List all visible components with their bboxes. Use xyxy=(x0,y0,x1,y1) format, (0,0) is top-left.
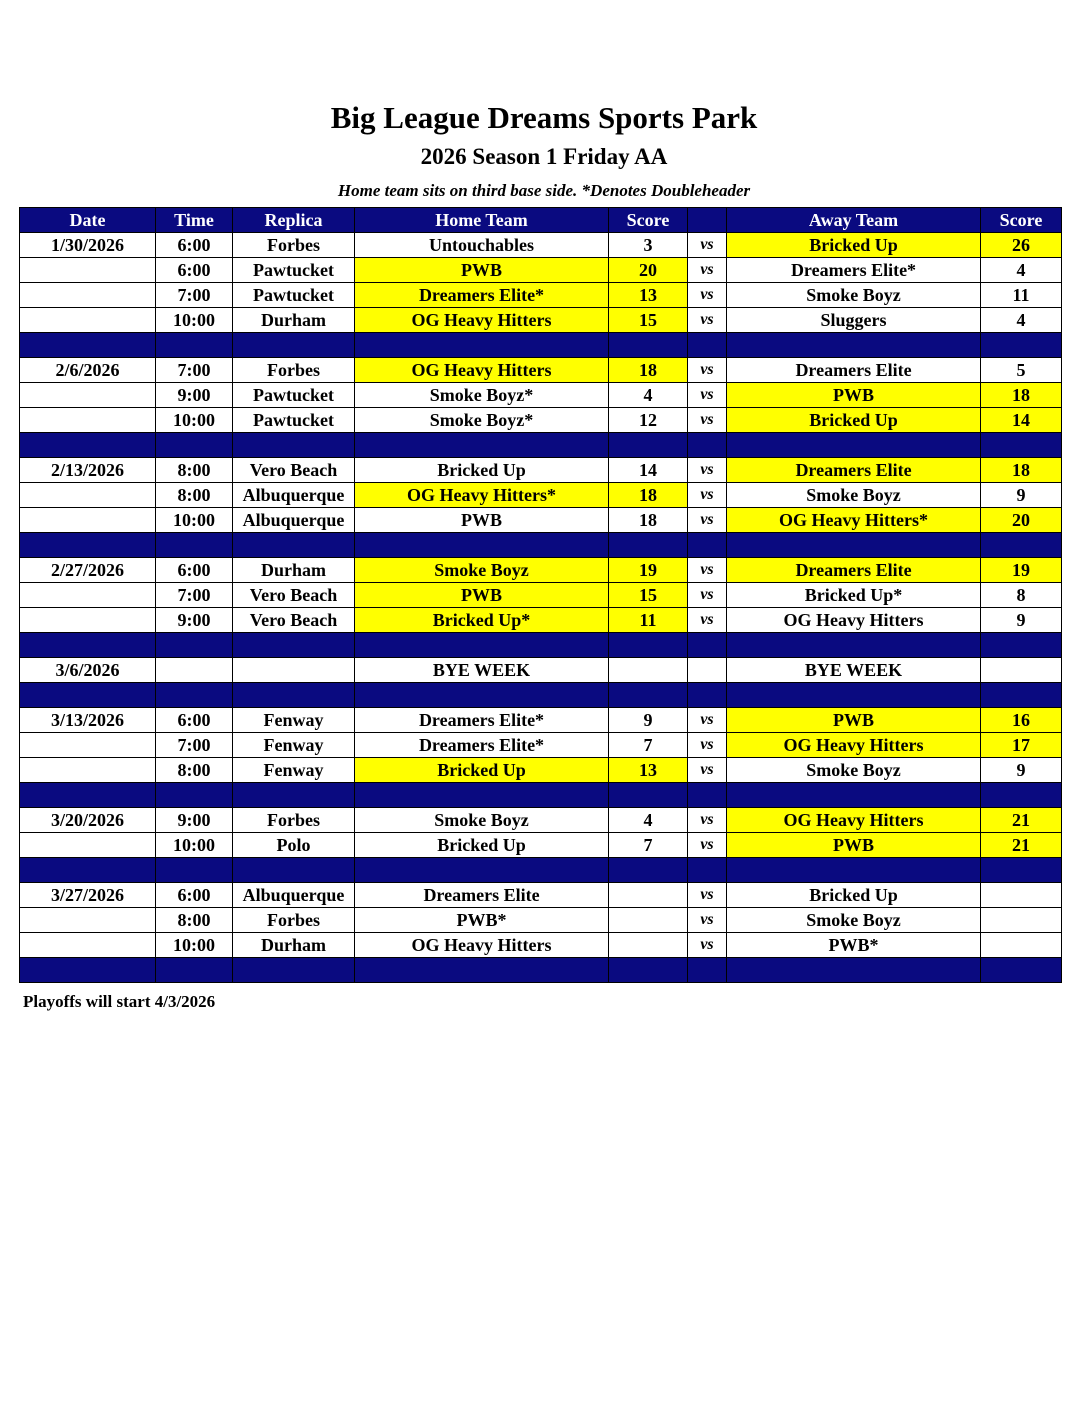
separator-cell xyxy=(981,633,1062,658)
cell-vs: vs xyxy=(688,833,727,858)
separator-cell xyxy=(156,433,233,458)
cell-home-team: OG Heavy Hitters xyxy=(355,308,609,333)
separator-cell xyxy=(609,433,688,458)
cell-date xyxy=(20,283,156,308)
game-row xyxy=(20,508,1062,533)
cell-replica: Pawtucket xyxy=(233,408,355,433)
separator-cell xyxy=(20,433,156,458)
cell-time: 10:00 xyxy=(156,308,233,333)
cell-away-team: Smoke Boyz xyxy=(727,283,981,308)
cell-time: 10:00 xyxy=(156,833,233,858)
cell-date xyxy=(20,933,156,958)
game-row xyxy=(20,283,1062,308)
cell-date: 2/6/2026 xyxy=(20,358,156,383)
cell-home-score xyxy=(609,883,688,908)
cell-home-score: 11 xyxy=(609,608,688,633)
separator-cell xyxy=(233,533,355,558)
cell-replica xyxy=(233,658,355,683)
cell-replica: Forbes xyxy=(233,808,355,833)
separator-cell xyxy=(609,533,688,558)
cell-away-team: PWB xyxy=(727,833,981,858)
cell-replica: Albuquerque xyxy=(233,883,355,908)
cell-home-score: 15 xyxy=(609,308,688,333)
separator-cell xyxy=(233,783,355,808)
separator-cell xyxy=(727,533,981,558)
cell-home-team: OG Heavy Hitters* xyxy=(355,483,609,508)
cell-home-score: 3 xyxy=(609,233,688,258)
cell-away-team: Bricked Up* xyxy=(727,583,981,608)
separator-cell xyxy=(688,633,727,658)
cell-vs: vs xyxy=(688,508,727,533)
cell-vs: vs xyxy=(688,458,727,483)
cell-vs: vs xyxy=(688,308,727,333)
separator-cell xyxy=(688,333,727,358)
cell-away-score xyxy=(981,883,1062,908)
cell-time: 8:00 xyxy=(156,908,233,933)
col-header-home-score: Score xyxy=(609,208,688,233)
cell-date xyxy=(20,258,156,283)
cell-away-score: 21 xyxy=(981,808,1062,833)
cell-home-team: Smoke Boyz xyxy=(355,808,609,833)
game-row xyxy=(20,908,1062,933)
cell-time: 8:00 xyxy=(156,483,233,508)
cell-time: 10:00 xyxy=(156,408,233,433)
cell-vs: vs xyxy=(688,483,727,508)
cell-vs: vs xyxy=(688,383,727,408)
cell-replica: Polo xyxy=(233,833,355,858)
cell-away-team: PWB* xyxy=(727,933,981,958)
game-row xyxy=(20,708,1062,733)
cell-home-team: Dreamers Elite xyxy=(355,883,609,908)
separator-cell xyxy=(355,333,609,358)
cell-vs: vs xyxy=(688,558,727,583)
cell-vs: vs xyxy=(688,583,727,608)
cell-home-score xyxy=(609,658,688,683)
cell-time: 9:00 xyxy=(156,808,233,833)
separator-cell xyxy=(20,958,156,983)
separator-cell xyxy=(727,783,981,808)
week-separator-row xyxy=(20,958,1062,983)
cell-date xyxy=(20,308,156,333)
cell-date xyxy=(20,758,156,783)
cell-date: 3/20/2026 xyxy=(20,808,156,833)
game-row xyxy=(20,733,1062,758)
cell-time: 6:00 xyxy=(156,258,233,283)
cell-home-team: Smoke Boyz xyxy=(355,558,609,583)
playoffs-note: Playoffs will start 4/3/2026 xyxy=(23,992,216,1011)
cell-date: 2/27/2026 xyxy=(20,558,156,583)
cell-home-team: Smoke Boyz* xyxy=(355,408,609,433)
cell-time: 10:00 xyxy=(156,508,233,533)
separator-cell xyxy=(20,633,156,658)
cell-replica: Forbes xyxy=(233,908,355,933)
separator-cell xyxy=(156,958,233,983)
cell-home-score: 20 xyxy=(609,258,688,283)
cell-date xyxy=(20,833,156,858)
cell-away-score: 9 xyxy=(981,758,1062,783)
cell-home-score: 18 xyxy=(609,358,688,383)
separator-cell xyxy=(688,958,727,983)
cell-away-team: Smoke Boyz xyxy=(727,908,981,933)
separator-cell xyxy=(20,858,156,883)
game-row xyxy=(20,558,1062,583)
separator-cell xyxy=(156,858,233,883)
cell-time xyxy=(156,658,233,683)
cell-time: 7:00 xyxy=(156,583,233,608)
cell-home-score: 12 xyxy=(609,408,688,433)
cell-away-score: 18 xyxy=(981,458,1062,483)
cell-date xyxy=(20,908,156,933)
separator-cell xyxy=(981,683,1062,708)
cell-away-score: 9 xyxy=(981,608,1062,633)
col-header-away-team: Away Team xyxy=(727,208,981,233)
game-row xyxy=(20,758,1062,783)
separator-cell xyxy=(981,783,1062,808)
cell-home-score: 13 xyxy=(609,758,688,783)
cell-vs: vs xyxy=(688,358,727,383)
separator-cell xyxy=(688,533,727,558)
separator-cell xyxy=(20,683,156,708)
cell-away-team: Dreamers Elite xyxy=(727,358,981,383)
cell-away-team: Sluggers xyxy=(727,308,981,333)
cell-date: 3/13/2026 xyxy=(20,708,156,733)
cell-home-team: Bricked Up xyxy=(355,758,609,783)
cell-home-score: 18 xyxy=(609,508,688,533)
cell-vs xyxy=(688,658,727,683)
cell-date: 2/13/2026 xyxy=(20,458,156,483)
cell-replica: Forbes xyxy=(233,233,355,258)
cell-away-score xyxy=(981,658,1062,683)
cell-date xyxy=(20,508,156,533)
separator-cell xyxy=(355,858,609,883)
separator-cell xyxy=(688,683,727,708)
col-header-home-team: Home Team xyxy=(355,208,609,233)
separator-cell xyxy=(156,533,233,558)
cell-time: 7:00 xyxy=(156,358,233,383)
week-separator-row xyxy=(20,858,1062,883)
cell-home-team: PWB xyxy=(355,258,609,283)
cell-home-team: Bricked Up* xyxy=(355,608,609,633)
separator-cell xyxy=(727,683,981,708)
separator-cell xyxy=(727,433,981,458)
cell-replica: Pawtucket xyxy=(233,383,355,408)
game-row xyxy=(20,408,1062,433)
cell-away-team: PWB xyxy=(727,383,981,408)
cell-vs: vs xyxy=(688,808,727,833)
week-separator-row xyxy=(20,683,1062,708)
cell-replica: Pawtucket xyxy=(233,283,355,308)
cell-home-team: Dreamers Elite* xyxy=(355,283,609,308)
cell-date xyxy=(20,733,156,758)
cell-vs: vs xyxy=(688,283,727,308)
schedule-body xyxy=(20,233,1062,983)
cell-vs: vs xyxy=(688,758,727,783)
cell-home-score: 9 xyxy=(609,708,688,733)
cell-replica: Durham xyxy=(233,933,355,958)
cell-time: 9:00 xyxy=(156,608,233,633)
separator-cell xyxy=(609,783,688,808)
cell-time: 8:00 xyxy=(156,758,233,783)
separator-cell xyxy=(609,683,688,708)
cell-away-team: Bricked Up xyxy=(727,883,981,908)
cell-home-score: 13 xyxy=(609,283,688,308)
page-title: Big League Dreams Sports Park xyxy=(330,100,758,135)
separator-cell xyxy=(981,433,1062,458)
cell-replica: Fenway xyxy=(233,758,355,783)
cell-away-team: Bricked Up xyxy=(727,233,981,258)
schedule-table xyxy=(19,207,1062,983)
cell-away-score xyxy=(981,933,1062,958)
cell-home-team: Bricked Up xyxy=(355,458,609,483)
cell-vs: vs xyxy=(688,908,727,933)
cell-home-team: Dreamers Elite* xyxy=(355,708,609,733)
game-row xyxy=(20,483,1062,508)
cell-away-score: 17 xyxy=(981,733,1062,758)
cell-vs: vs xyxy=(688,233,727,258)
cell-vs: vs xyxy=(688,708,727,733)
cell-home-team: OG Heavy Hitters xyxy=(355,358,609,383)
cell-replica: Forbes xyxy=(233,358,355,383)
cell-date xyxy=(20,408,156,433)
separator-cell xyxy=(727,633,981,658)
separator-cell xyxy=(233,858,355,883)
cell-home-score: 19 xyxy=(609,558,688,583)
cell-away-score: 4 xyxy=(981,308,1062,333)
col-header-away-score: Score xyxy=(981,208,1062,233)
cell-away-score: 9 xyxy=(981,483,1062,508)
cell-home-score: 7 xyxy=(609,833,688,858)
cell-away-score: 20 xyxy=(981,508,1062,533)
separator-cell xyxy=(233,958,355,983)
separator-cell xyxy=(609,858,688,883)
cell-home-score: 15 xyxy=(609,583,688,608)
cell-home-score xyxy=(609,908,688,933)
cell-away-score: 8 xyxy=(981,583,1062,608)
cell-away-team: Smoke Boyz xyxy=(727,483,981,508)
cell-home-team: PWB* xyxy=(355,908,609,933)
cell-date: 1/30/2026 xyxy=(20,233,156,258)
separator-cell xyxy=(20,333,156,358)
cell-replica: Albuquerque xyxy=(233,483,355,508)
cell-replica: Vero Beach xyxy=(233,608,355,633)
week-separator-row xyxy=(20,783,1062,808)
cell-date xyxy=(20,608,156,633)
separator-cell xyxy=(355,633,609,658)
schedule-note: Home team sits on third base side. *Denotes Doubleheader xyxy=(337,181,751,200)
separator-cell xyxy=(233,433,355,458)
cell-away-team: Smoke Boyz xyxy=(727,758,981,783)
cell-date: 3/6/2026 xyxy=(20,658,156,683)
week-separator-row xyxy=(20,333,1062,358)
season-subtitle: 2026 Season 1 Friday AA xyxy=(420,144,668,169)
cell-time: 6:00 xyxy=(156,233,233,258)
cell-time: 8:00 xyxy=(156,458,233,483)
col-header-time: Time xyxy=(156,208,233,233)
cell-away-team: BYE WEEK xyxy=(727,658,981,683)
week-separator-row xyxy=(20,533,1062,558)
cell-date: 3/27/2026 xyxy=(20,883,156,908)
col-header-date: Date xyxy=(20,208,156,233)
separator-cell xyxy=(727,333,981,358)
cell-away-team: Dreamers Elite xyxy=(727,558,981,583)
separator-cell xyxy=(981,958,1062,983)
cell-vs: vs xyxy=(688,408,727,433)
cell-away-team: OG Heavy Hitters* xyxy=(727,508,981,533)
cell-date xyxy=(20,483,156,508)
separator-cell xyxy=(355,958,609,983)
cell-away-team: Dreamers Elite xyxy=(727,458,981,483)
cell-home-team: PWB xyxy=(355,583,609,608)
col-header-replica: Replica xyxy=(233,208,355,233)
cell-replica: Durham xyxy=(233,308,355,333)
game-row xyxy=(20,358,1062,383)
cell-replica: Pawtucket xyxy=(233,258,355,283)
cell-away-team: PWB xyxy=(727,708,981,733)
cell-time: 7:00 xyxy=(156,283,233,308)
game-row xyxy=(20,608,1062,633)
separator-cell xyxy=(20,533,156,558)
cell-replica: Durham xyxy=(233,558,355,583)
game-row xyxy=(20,933,1062,958)
cell-away-team: OG Heavy Hitters xyxy=(727,608,981,633)
cell-away-score: 14 xyxy=(981,408,1062,433)
cell-away-team: OG Heavy Hitters xyxy=(727,808,981,833)
cell-date xyxy=(20,383,156,408)
header-row xyxy=(20,208,1062,233)
cell-away-score: 11 xyxy=(981,283,1062,308)
separator-cell xyxy=(981,858,1062,883)
cell-time: 6:00 xyxy=(156,708,233,733)
separator-cell xyxy=(981,533,1062,558)
cell-away-score: 21 xyxy=(981,833,1062,858)
separator-cell xyxy=(609,333,688,358)
cell-replica: Vero Beach xyxy=(233,458,355,483)
separator-cell xyxy=(233,683,355,708)
separator-cell xyxy=(233,633,355,658)
cell-home-team: PWB xyxy=(355,508,609,533)
separator-cell xyxy=(609,958,688,983)
separator-cell xyxy=(688,433,727,458)
cell-away-score: 5 xyxy=(981,358,1062,383)
separator-cell xyxy=(20,783,156,808)
game-row xyxy=(20,583,1062,608)
cell-home-score: 4 xyxy=(609,383,688,408)
cell-time: 6:00 xyxy=(156,883,233,908)
separator-cell xyxy=(156,683,233,708)
game-row xyxy=(20,833,1062,858)
week-separator-row xyxy=(20,433,1062,458)
cell-replica: Fenway xyxy=(233,708,355,733)
cell-away-score xyxy=(981,908,1062,933)
separator-cell xyxy=(727,958,981,983)
cell-home-team: Untouchables xyxy=(355,233,609,258)
cell-vs: vs xyxy=(688,733,727,758)
separator-cell xyxy=(355,533,609,558)
separator-cell xyxy=(233,333,355,358)
cell-date xyxy=(20,583,156,608)
separator-cell xyxy=(688,858,727,883)
cell-vs: vs xyxy=(688,883,727,908)
cell-time: 7:00 xyxy=(156,733,233,758)
cell-away-score: 26 xyxy=(981,233,1062,258)
cell-home-team: Dreamers Elite* xyxy=(355,733,609,758)
cell-replica: Albuquerque xyxy=(233,508,355,533)
separator-cell xyxy=(688,783,727,808)
cell-replica: Fenway xyxy=(233,733,355,758)
cell-vs: vs xyxy=(688,258,727,283)
cell-home-score: 7 xyxy=(609,733,688,758)
cell-home-team: OG Heavy Hitters xyxy=(355,933,609,958)
cell-home-score: 18 xyxy=(609,483,688,508)
cell-home-score: 14 xyxy=(609,458,688,483)
cell-home-team: BYE WEEK xyxy=(355,658,609,683)
separator-cell xyxy=(156,633,233,658)
game-row xyxy=(20,258,1062,283)
separator-cell xyxy=(727,858,981,883)
cell-vs: vs xyxy=(688,933,727,958)
cell-time: 10:00 xyxy=(156,933,233,958)
cell-away-team: Bricked Up xyxy=(727,408,981,433)
game-row xyxy=(20,808,1062,833)
game-row xyxy=(20,458,1062,483)
separator-cell xyxy=(156,333,233,358)
cell-away-score: 19 xyxy=(981,558,1062,583)
cell-away-team: Dreamers Elite* xyxy=(727,258,981,283)
cell-home-team: Smoke Boyz* xyxy=(355,383,609,408)
cell-time: 9:00 xyxy=(156,383,233,408)
separator-cell xyxy=(355,433,609,458)
separator-cell xyxy=(156,783,233,808)
cell-time: 6:00 xyxy=(156,558,233,583)
game-row xyxy=(20,883,1062,908)
col-header-vs xyxy=(688,208,727,233)
game-row xyxy=(20,233,1062,258)
cell-away-score: 18 xyxy=(981,383,1062,408)
separator-cell xyxy=(609,633,688,658)
game-row xyxy=(20,658,1062,683)
separator-cell xyxy=(355,783,609,808)
cell-vs: vs xyxy=(688,608,727,633)
game-row xyxy=(20,308,1062,333)
cell-home-team: Bricked Up xyxy=(355,833,609,858)
cell-replica: Vero Beach xyxy=(233,583,355,608)
cell-away-score: 16 xyxy=(981,708,1062,733)
cell-away-score: 4 xyxy=(981,258,1062,283)
game-row xyxy=(20,383,1062,408)
week-separator-row xyxy=(20,633,1062,658)
cell-home-score: 4 xyxy=(609,808,688,833)
separator-cell xyxy=(355,683,609,708)
separator-cell xyxy=(981,333,1062,358)
cell-home-score xyxy=(609,933,688,958)
cell-away-team: OG Heavy Hitters xyxy=(727,733,981,758)
